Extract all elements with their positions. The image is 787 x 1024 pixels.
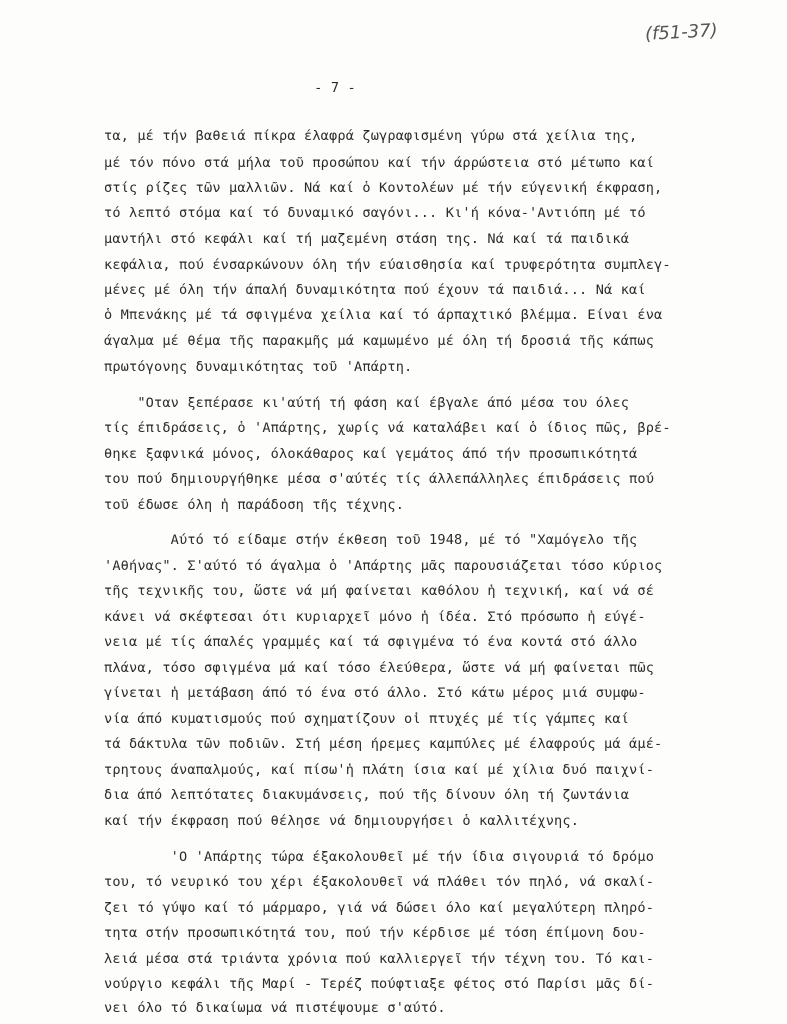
text-line: 'Αθήνας". Σ'αύτό τό άγαλμα ὁ 'Απάρτης μᾶς παρουσιάζεται τόσο κύριος	[104, 558, 663, 574]
handwritten-annotation: (f51-37)	[644, 20, 719, 45]
text-line: του, τό νευρικό του χέρι έξακολουθεῖ νά πλάθει τόν πηλό, νά σκαλί-	[104, 874, 655, 890]
text-line: Αύτό τό είδαμε στήν έκθεση τοῦ 1948, μέ τό "Χαμόγελο τῆς	[104, 532, 638, 548]
page-number: - 7 -	[314, 80, 356, 96]
text-line: άγαλμα μέ θέμα τῆς παρακμῆς μά καμωμένο μέ όλη τή δροσιά τῆς κάπως	[104, 333, 655, 349]
text-line: ζει τό γύψο καί τό μάρμαρο, γιά νά δώσει όλο καί μεγαλύτερη πληρό-	[104, 900, 655, 916]
text-line: καί τήν έκφραση πού θέλησε νά δημιουργήσει ὁ καλλιτέχνης.	[104, 813, 580, 829]
text-line: τῆς τεχνικῆς του, ὥστε νά μή φαίνεται καθόλου ἡ τεχνική, καί νά σέ	[104, 583, 655, 599]
text-line: τά δάκτυλα τῶν ποδιῶν. Στή μέση ήρεμες καμπύλες μέ έλαφρούς μά άμέ-	[104, 736, 663, 752]
text-line: τρητους άναπαλμούς, καί πίσω'ἡ πλάτη ίσια καί μέ χίλια δυό παιχνί-	[104, 762, 655, 778]
text-line: κάνει νά σκέφτεσαι ότι κυριαρχεῖ μόνο ἡ ίδέα. Στό πρόσωπο ἡ εύγέ-	[104, 609, 646, 625]
text-line: νει όλο τό δικαίωμα νά πιστέψουμε σ'αύτό.	[104, 1000, 446, 1016]
text-line: τητα στήν προσωπικότητά του, πού τήν κέρδισε μέ τόση έπίμονη δου-	[104, 925, 646, 941]
text-line: δια άπό λεπτότατες διακυμάνσεις, πού τῆς δίνουν όλη τή ζωντάνια	[104, 787, 630, 803]
text-line: πρωτόγονης δυναμικότητας τοῦ 'Απάρτη.	[104, 359, 413, 375]
text-line: 'Ο 'Απάρτης τώρα έξακολουθεῖ μέ τήν ίδια σιγουριά τό δρόμο	[104, 849, 655, 865]
text-line: τα, μέ τήν βαθειά πίκρα έλαφρά ζωγραφισμένη γύρω στά χείλια της,	[104, 128, 638, 144]
text-line: πλάνα, τόσο σφιγμένα μά καί τόσο έλεύθερα, ὥστε νά μή φαίνεται πῶς	[104, 660, 655, 676]
text-line: νούργιο κεφάλι τῆς Μαρί - Τερέζ πούφτιαξε φέτος στό Παρίσι μᾶς δί-	[104, 976, 655, 992]
text-line: κεφάλια, πού ένσαρκώνουν όλη τήν εύαισθησία καί τρυφερότητα συμπλεγ-	[104, 257, 671, 273]
text-line: τίς έπιδράσεις, ὁ 'Απάρτης, χωρίς νά καταλάβει καί ὁ ίδιος πῶς, βρέ-	[104, 420, 671, 436]
text-line: τοῦ έδωσε όλη ἡ παράδοση τῆς τέχνης.	[104, 497, 405, 513]
text-line: ὁ Μπενάκης μέ τά σφιγμένα χείλια καί τό άρπαχτικό βλέμμα. Είναι ένα	[104, 307, 663, 323]
text-line: νία άπό κυματισμούς πού σχηματίζουν οἱ πτυχές μέ τίς γάμπες καί	[104, 711, 630, 727]
text-line: νεια μέ τίς άπαλές γραμμές καί τά σφιγμένα τό ένα κοντά στό άλλο	[104, 634, 638, 650]
text-line: του πού δημιουργήθηκε μέσα σ'αύτές τίς άλλεπάλληλες έπιδράσεις πού	[104, 471, 655, 487]
text-line: λειά μέσα στά τριάντα χρόνια πού καλλιεργεῖ τήν τέχνη του. Τό και-	[104, 951, 655, 967]
text-line: μένες μέ όλη τήν άπαλή δυναμικότητα πού έχουν τά παιδιά... Νά καί	[104, 282, 646, 298]
text-line: μέ τόν πόνο στά μήλα τοῦ προσώπου καί τήν άρρώστεια στό μέτωπο καί	[104, 155, 655, 171]
text-line: θηκε ξαφνικά μόνος, όλοκάθαρος καί γεμάτος άπό τήν προσωπικότητά	[104, 446, 638, 462]
text-line: μαντήλι στό κεφάλι καί τή μαζεμένη στάση της. Νά καί τά παιδικά	[104, 231, 630, 247]
text-line: τό λεπτό στόμα καί τό δυναμικό σαγόνι... Κι'ή κόνα-'Αντιόπη μέ τό	[104, 205, 646, 221]
text-line: "Οταν ξεπέρασε κι'αύτή τή φάση καί έβγαλε άπό μέσα του όλες	[104, 395, 630, 411]
text-line: γίνεται ἡ μετάβαση άπό τό ένα στό άλλο. Στό κάτω μέρος μιά συμφω-	[104, 685, 646, 701]
text-line: στίς ρίζες τῶν μαλλιῶν. Νά καί ὁ Κοντολέων μέ τήν εύγενική έκφραση,	[104, 180, 663, 196]
